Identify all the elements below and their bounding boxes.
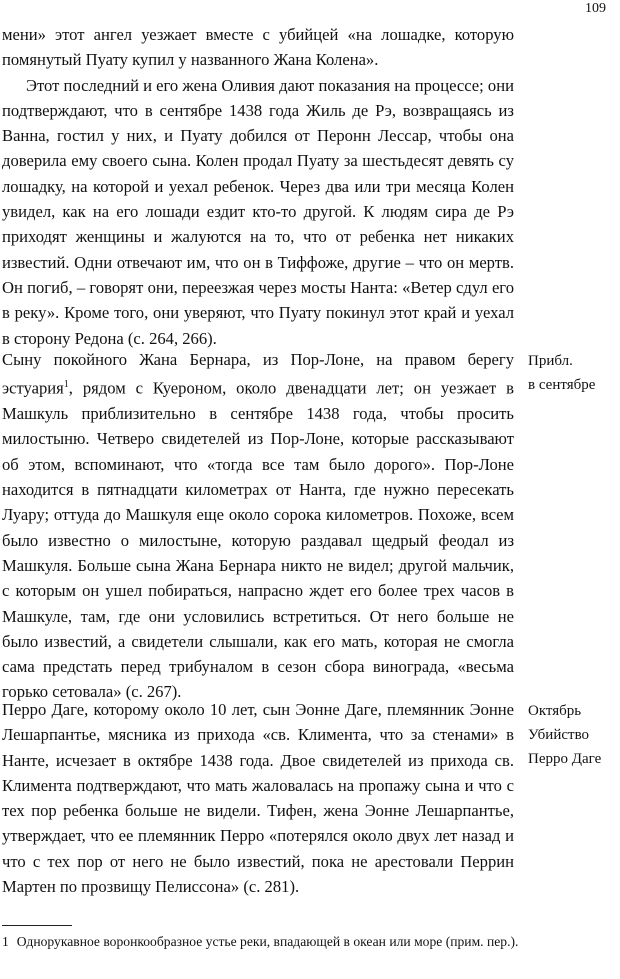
margin-note-line: Перро Даге xyxy=(528,751,602,767)
paragraph-text-after-note: , рядом с Куероном, около двенадцати лет; он уезжает в Машкуль приблизительно в сентябре 1438 года, чтобы просить милостыню. Четверо свидетелей из Пор-Лоне, которые рассказывают об этом, вспоминают, что «тогда все там было дорого». Пор-Лоне находится в пятнадцати километрах от Нанта, где нужно пересекать Луару; оттуда до Машкуля еще около сорока километров. Похоже, всем было известно о милостыне, которую раздавал щедрый феодал из Машкуля. Больше сына Жана Бернара никто не видел; другой мальчик, с которым он ушел побираться, напрасно ждет его более трех часов в Машкуле, там, где они условились встретиться. От него больше не было известий, а свидетели слышали, как его мать, которая не смогла сама предстать перед трибуналом в сезон сбора винограда, «весьма горько сетовала» (с. 267). xyxy=(2,378,514,702)
margin-note-approx-september xyxy=(528,349,620,397)
margin-note-october-murder xyxy=(528,699,620,771)
margin-note-line: Убийство xyxy=(528,727,590,743)
page-number: 109 xyxy=(585,1,606,16)
paragraph-colin-testimony: Этот последний и его жена Оливия дают показания на процессе; они подтверждают, что в сентябре 1438 года Жиль де Рэ, возвращаясь из Ванна, гостил у них, и Пуату добился от Перонн Лессар, чтобы она доверила ему своего сына. Колен продал Пуату за шестьдесят девять су лошадку, на которой и уехал ребенок. Через два или три месяца Колен увидел, как на его лошади ездит кто-то другой. К людям сира де Рэ приходят женщины и жалуются на то, что от ребенка нет никаких известий. Одни отвечают им, что он в Тиффоже, другие – что он мертв. Он погиб, – говорят они, переезжая через мосты Нанта: «Ветер сдул его в реку». Кроме того, они уверяют, что Пуату покинул этот край и уехал в сторону Редона (с. 264, 266). xyxy=(2,75,514,348)
footnote xyxy=(2,932,608,952)
margin-note-line: в сентябре xyxy=(528,377,596,393)
text-block-colin-testimony xyxy=(2,22,514,351)
paragraph-jean-bernard xyxy=(2,347,514,705)
margin-note-line: Прибл. xyxy=(528,353,573,369)
paragraph-perrot-dage: Перро Даге, которому около 10 лет, сын Эонне Даге, племянник Эонне Лешарпантье, мясника из прихода «св. Климента, что за стенами» в Нанте, исчезает в октябре 1438 года. Двое свидетелей из прихода св. Климента подтверждают, что мать жаловалась на пропажу сына и что с тех пор ребенка больше не видели. Тифен, жена Эонне Лешарпантье, утверждает, что ее племянник Перро «потерялся около двух лет назад и что с тех пор от него не было известий, пока не арестовали Перрин Мартен по прозвищу Пелиссона» (с. 281). xyxy=(2,700,514,897)
text-block-jean-bernard xyxy=(2,347,514,705)
paragraph-continuation: мени» этот ангел уезжает вместе с убийцей «на лошадке, которую помянутый Пуату купил у названного Жана Колена». xyxy=(2,25,514,70)
footnote-text: Однорукавное воронкообразное устье реки, впадающей в океан или море (прим. пер.). xyxy=(16,934,519,949)
paragraph-text-before-note: Сыну покойного Жана Бернара, из Пор-Лоне, на правом берегу эстуария xyxy=(2,350,514,398)
text-block-perrot-dage xyxy=(2,697,514,899)
footnote-divider xyxy=(2,925,72,926)
margin-note-line: Октябрь xyxy=(528,703,582,719)
footnote-reference: 1 xyxy=(63,379,69,391)
footnote-number: 1 xyxy=(2,934,9,949)
